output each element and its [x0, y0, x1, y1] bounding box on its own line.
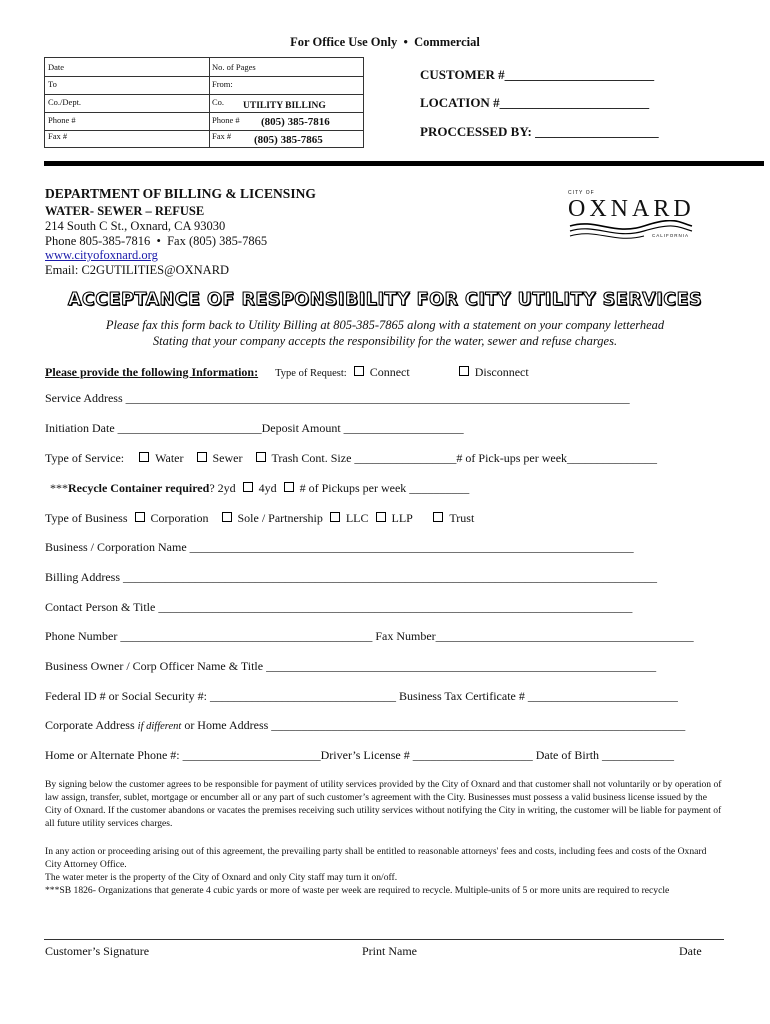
customer-number-field[interactable]: CUSTOMER #_______________________: [420, 67, 655, 82]
fax-cover-table: [44, 57, 364, 148]
request-type-row: [45, 365, 529, 380]
bullet-icon: •: [153, 234, 164, 248]
water-checkbox[interactable]: [139, 452, 149, 462]
department-fax: Fax (805) 385-7865: [167, 234, 268, 248]
federal-id-field[interactable]: Federal ID # or Social Security #: _______________________________ Business Tax Certificate # _________________________: [45, 689, 678, 703]
office-use-label: For Office Use Only: [290, 35, 398, 49]
business-type-row: [45, 511, 474, 526]
office-use-header: [0, 35, 770, 50]
fax-co-label: Co.: [212, 97, 225, 107]
intro-line-2: Stating that your company accepts the responsibility for the water, sewer and refuse charges.: [152, 334, 618, 348]
bullet-icon: •: [400, 35, 411, 49]
trash-field[interactable]: Trash Cont. Size _________________# of Pick-ups per week_______________: [271, 451, 658, 465]
recycle-2yd-label: ? 2yd: [209, 481, 236, 495]
business-type-label: Type of Business: [45, 511, 128, 525]
intro-line-1: Please fax this form back to Utility Billing at 805-385-7865 along with a statement on your company letterhead: [105, 318, 665, 332]
utility-billing-value: UTILITY BILLING: [243, 101, 326, 111]
service-address-field[interactable]: Service Address ____________________________________________________________________________________: [45, 391, 630, 405]
recycle-prefix: ***: [50, 481, 68, 495]
fax-to-label: To: [48, 79, 57, 89]
owner-name-field[interactable]: Business Owner / Corp Officer Name & Title _________________________________________________________________: [45, 659, 657, 673]
corporation-label: Corporation: [150, 511, 209, 525]
trust-label: Trust: [449, 511, 475, 525]
department-email: Email: C2GUTILITIES@OXNARD: [45, 263, 230, 277]
attorney-fees-text: In any action or proceeding arising out of this agreement, the prevailing party shall be entitled to reasonable attorneys' fees and costs, including fees and costs of the Oxnard City Attorney Office.: [45, 846, 707, 870]
print-name-label: Print Name: [362, 944, 417, 958]
date-label: Date: [679, 944, 702, 958]
business-name-field[interactable]: Business / Corporation Name __________________________________________________________________________: [45, 540, 634, 554]
website-link[interactable]: www.cityofoxnard.org: [45, 248, 158, 262]
recycle-4yd-checkbox[interactable]: [284, 482, 294, 492]
trash-checkbox[interactable]: [256, 452, 266, 462]
department-address: 214 South C St., Oxnard, CA 93030: [45, 219, 226, 233]
trust-checkbox[interactable]: [433, 512, 443, 522]
fax-from-label: From:: [212, 79, 233, 89]
location-number-field[interactable]: LOCATION #_______________________: [420, 95, 650, 110]
department-contact: [45, 234, 267, 249]
recycle-2yd-checkbox[interactable]: [243, 482, 253, 492]
service-type-row: [45, 451, 657, 466]
home-address-label: or Home Address _____________________________________________________________________: [181, 718, 686, 732]
fax-date-label: Date: [48, 62, 65, 72]
llc-checkbox[interactable]: [330, 512, 340, 522]
request-type-label: Type of Request:: [275, 368, 347, 379]
signature-line[interactable]: [44, 939, 724, 940]
fax-fax-value: (805) 385-7865: [254, 134, 323, 146]
water-label: Water: [155, 451, 184, 465]
header-divider: [44, 161, 764, 166]
service-type-label: Type of Service:: [45, 451, 125, 465]
recycle-4yd-label: 4yd: [258, 481, 277, 495]
corporation-checkbox[interactable]: [135, 512, 145, 522]
provide-info-heading: Please provide the following Information:: [45, 365, 259, 379]
connect-label: Connect: [369, 365, 410, 379]
fax-fax-label-right: Fax #: [212, 131, 232, 141]
llc-label: LLC: [345, 511, 369, 525]
fax-phone-label-right: Phone #: [212, 115, 240, 125]
sewer-label: Sewer: [212, 451, 243, 465]
department-services: WATER- SEWER – REFUSE: [45, 204, 205, 218]
city-logo: [566, 190, 696, 246]
phone-fax-field[interactable]: Phone Number __________________________________________ Fax Number___________________________________________: [45, 629, 694, 643]
sb1826-text: ***SB 1826- Organizations that generate 4 cubic yards or more of waste per week are required to recycle. Multiple-units of 5 or more units are required to recycle: [45, 885, 670, 896]
recycle-pickups-field[interactable]: # of Pickups per week __________: [299, 481, 470, 495]
billing-address-field[interactable]: Billing Address _________________________________________________________________________________________: [45, 570, 658, 584]
form-title: ACCEPTANCE OF RESPONSIBILITY FOR CITY UTILITY SERVICES: [67, 290, 703, 310]
disconnect-checkbox[interactable]: [459, 366, 469, 376]
sole-partnership-label: Sole / Partnership: [237, 511, 323, 525]
llp-label: LLP: [391, 511, 413, 525]
fax-codept-label: Co./Dept.: [48, 97, 82, 107]
connect-checkbox[interactable]: [354, 366, 364, 376]
agreement-paragraph: By signing below the customer agrees to be responsible for payment of utility services provided by the City of Oxnard and that customer shall not voluntarily or by operation of law assign, transfer, sublet, mortgage or encumber all or any part of such customer’s agreement with the City. Businesses must possess a valid business license issued by the City of Oxnard. If the customer abandons or vacates the premises receiving such utility services without notifying the City in writing, the customer will be liable for payment of all future utility services charges.: [45, 779, 722, 829]
recycle-label: Recycle Container required: [68, 481, 210, 495]
fax-phone-value: (805) 385-7816: [261, 116, 330, 128]
sewer-checkbox[interactable]: [197, 452, 207, 462]
home-phone-field[interactable]: Home or Alternate Phone #: _______________________Driver’s License # ____________________ Date of Birth ____________: [45, 748, 675, 762]
corporate-address-field[interactable]: [45, 718, 685, 733]
commercial-label: Commercial: [414, 35, 480, 49]
department-phone: Phone 805-385-7816: [45, 234, 151, 248]
disconnect-label: Disconnect: [474, 365, 529, 379]
fax-fax-label: Fax #: [48, 131, 68, 141]
contact-person-field[interactable]: Contact Person & Title _______________________________________________________________________________: [45, 600, 633, 614]
department-name: DEPARTMENT OF BILLING & LICENSING: [45, 186, 316, 201]
recycle-row: [50, 481, 469, 496]
processed-by-field[interactable]: PROCCESSED BY: ___________________: [420, 124, 659, 139]
wave-icon: [566, 220, 696, 242]
if-different-note: if different: [137, 721, 182, 732]
llp-checkbox[interactable]: [376, 512, 386, 522]
initiation-deposit-field[interactable]: Initiation Date ________________________Deposit Amount ____________________: [45, 421, 464, 435]
fax-phone-label: Phone #: [48, 115, 76, 125]
customer-signature-label: Customer’s Signature: [45, 944, 150, 958]
fax-pages-label: No. of Pages: [212, 62, 256, 72]
logo-name: OXNARD: [568, 196, 695, 222]
corporate-address-label: Corporate Address: [45, 718, 138, 732]
logo-city-of: CITY OF: [568, 190, 595, 196]
sole-partnership-checkbox[interactable]: [222, 512, 232, 522]
water-meter-text: The water meter is the property of the City of Oxnard and only City staff may turn it on/off.: [45, 872, 398, 883]
logo-state: CALIFORNIA: [652, 233, 690, 238]
